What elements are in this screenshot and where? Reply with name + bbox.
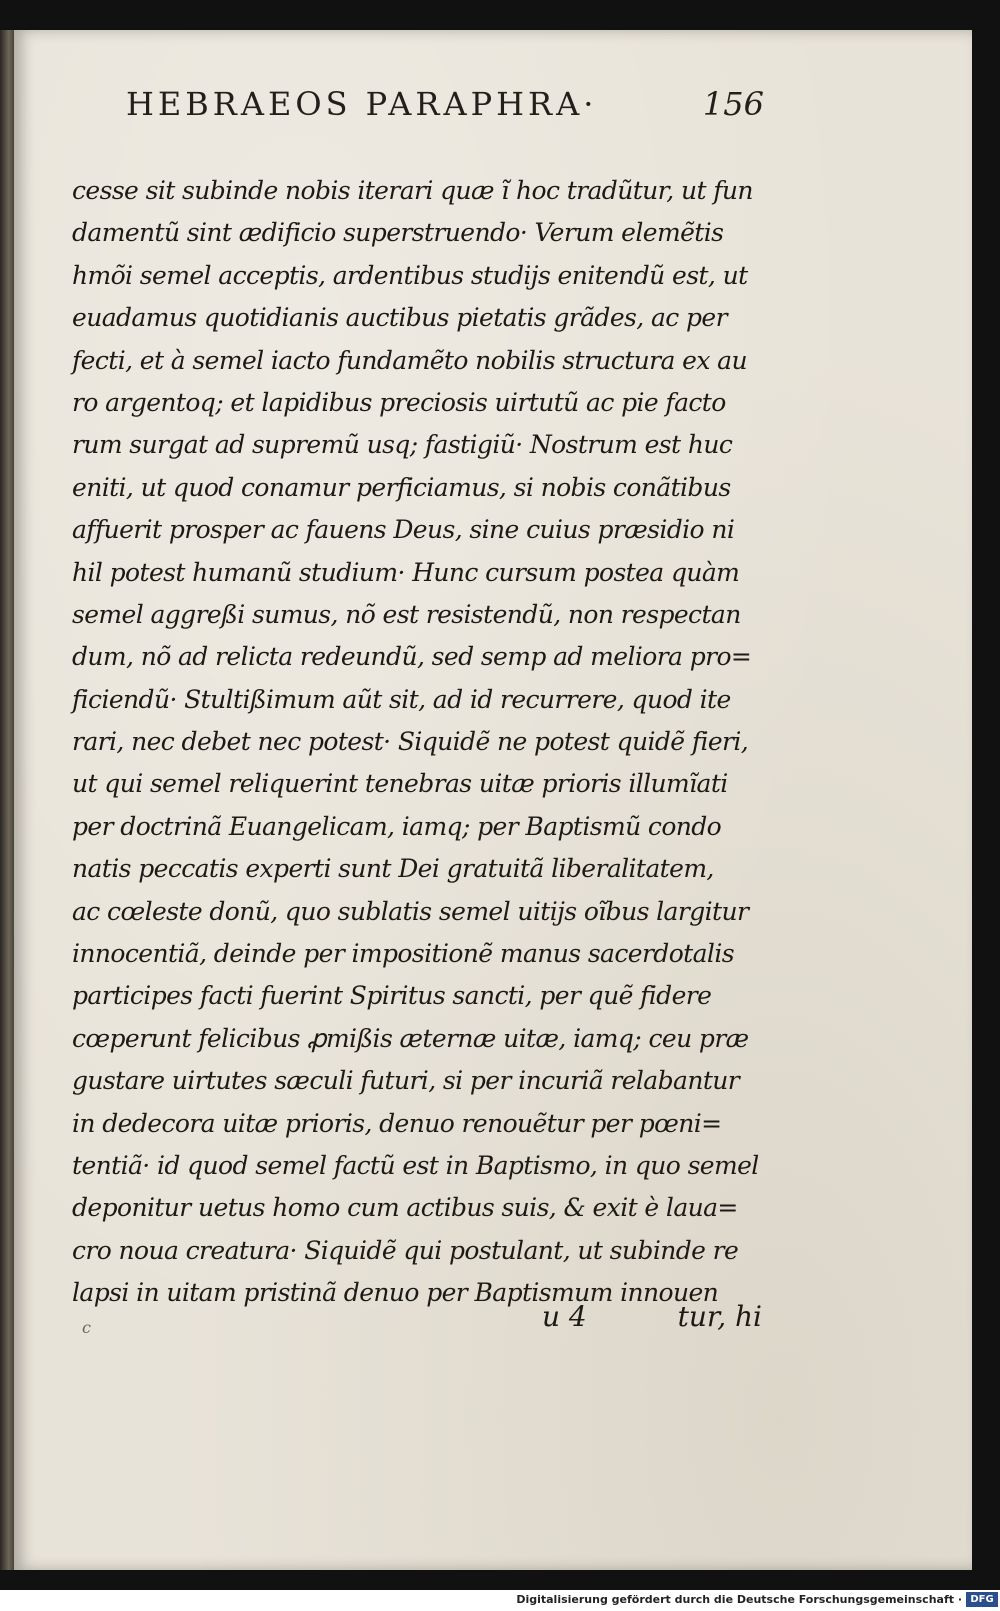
text-line: ficiendũ· Stultißimum aũt sit, ad id recurrere, quod ite (72, 684, 731, 714)
page-header (114, 85, 764, 135)
text-line: gustare uirtutes sæculi futuri, si per incuriã relabantur (72, 1066, 740, 1096)
text-line: cro noua creatura· Siquidẽ qui postulant, ut subinde re (72, 1235, 739, 1265)
text-line: euadamus quotidianis auctibus pietatis grãdes, ac per (72, 303, 727, 333)
book-page (14, 30, 972, 1570)
text-line: ac cœleste donũ, quo sublatis semel uitijs oĩbus largitur (72, 896, 749, 926)
text-line: in dedecora uitæ prioris, denuo renouẽtur per pœni= (72, 1108, 722, 1138)
text-line: ro argentoq; et lapidibus preciosis uirtutũ ac pie facto (72, 387, 726, 417)
text-line: tentiã· id quod semel factũ est in Baptismo, in quo semel (72, 1150, 759, 1180)
digitization-credit: Digitalisierung gefördert durch die Deutsche Forschungsgemeinschaft · (516, 1593, 962, 1606)
text-line: hmõi semel acceptis, ardentibus studijs enitendũ est, ut (72, 260, 748, 290)
text-line: cœperunt felicibus ꝓmißis æternæ uitæ, iamq; ceu præ (72, 1023, 749, 1053)
text-line: deponitur uetus homo cum actibus suis, & exit è laua= (72, 1193, 738, 1223)
text-line: affuerit prosper ac fauens Deus, sine cuius præsidio ni (72, 515, 735, 545)
text-line: hil potest humanũ studium· Hunc cursum postea quàm (72, 557, 740, 587)
credit-bar (0, 1590, 1000, 1611)
catchword: tur, hi (677, 1300, 762, 1333)
page-number: 156 (702, 85, 764, 123)
text-line: participes facti fuerint Spiritus sancti, per quẽ fidere (72, 981, 712, 1011)
text-line: fecti, et à semel iacto fundamẽto nobilis structura ex au (72, 345, 747, 375)
text-line: per doctrinã Euangelicam, iamq; per Baptismũ condo (72, 811, 722, 841)
text-line: innocentiã, deinde per impositionẽ manus sacerdotalis (72, 939, 734, 969)
text-line: ut qui semel reliquerint tenebras uitæ prioris illumĩati (72, 769, 728, 799)
text-line: natis peccatis experti sunt Dei gratuitã liberalitatem, (72, 854, 714, 884)
text-block (72, 170, 762, 1315)
page-footer (72, 1300, 762, 1350)
footer-mark: c (82, 1318, 91, 1337)
text-line: damentũ sint ædificio superstruendo· Verum elemẽtis (72, 218, 724, 248)
text-line: rari, nec debet nec potest· Siquidẽ ne potest quidẽ fieri, (72, 727, 749, 757)
signature-mark: u 4 (542, 1300, 587, 1333)
text-line: eniti, ut quod conamur perficiamus, si nobis conãtibus (72, 472, 731, 502)
text-line: cesse sit subinde nobis iterari quæ ĩ hoc tradũtur, ut fun (72, 176, 753, 205)
text-line: rum surgat ad supremũ usq; fastigiũ· Nostrum est huc (72, 430, 733, 460)
text-line: lapsi in uitam pristinã denuo per Baptismum innouen (72, 1278, 719, 1308)
text-line: dum, nõ ad relicta redeundũ, sed semp ad meliora pro= (72, 642, 752, 672)
dfg-logo: DFG (966, 1592, 998, 1607)
running-head: HEBRAEOS PARAPHRA· (126, 85, 598, 123)
text-line: semel aggreßi sumus, nõ est resistendũ, non respectan (72, 599, 741, 629)
